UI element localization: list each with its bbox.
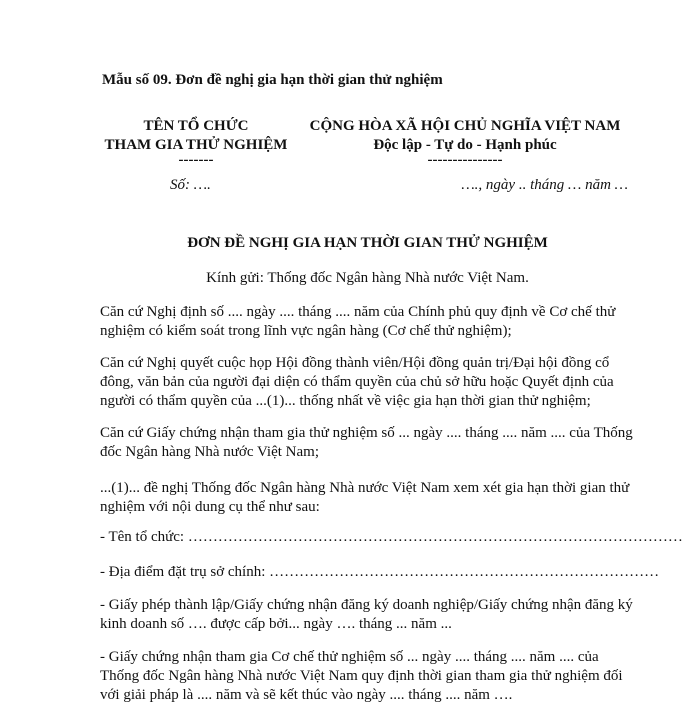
field-head-office: - Địa điểm đặt trụ sở chính: …………………………………………………………………… <box>100 564 660 580</box>
paragraph-legal-basis-certificate: Căn cứ Giấy chứng nhận tham gia thử nghiệm số ... ngày .... tháng .... năm .... của Thống đốc Ngân hàng Nhà nước Việt Nam; <box>100 425 633 460</box>
document-number: Số: …. <box>170 177 211 193</box>
organization-header <box>96 117 296 166</box>
field-license: - Giấy phép thành lập/Giấy chứng nhận đăng ký doanh nghiệp/Giấy chứng nhận đăng ký kinh doanh số …. được cấp bởi... ngày …. tháng ... năm ... <box>100 597 633 632</box>
organization-name-line2: THAM GIA THỬ NGHIỆM <box>104 137 288 153</box>
form-number-label: Mẫu số 09. Đơn đề nghị gia hạn thời gian thử nghiệm <box>102 72 443 88</box>
recipient-line: Kính gửi: Thống đốc Ngân hàng Nhà nước Việt Nam. <box>206 270 529 286</box>
national-name: CỘNG HÒA XÃ HỘI CHỦ NGHĨA VIỆT NAM <box>309 118 621 134</box>
document-date: …., ngày .. tháng … năm … <box>461 177 628 193</box>
paragraph-legal-basis-decree: Căn cứ Nghị định số .... ngày .... tháng .... năm của Chính phủ quy định về Cơ chế thử nghiệm có kiểm soát trong lĩnh vực ngân hàng (Cơ chế thử nghiệm); <box>100 304 616 339</box>
paragraph-request: ...(1)... đề nghị Thống đốc Ngân hàng Nhà nước Việt Nam xem xét gia hạn thời gian thử nghiệm với nội dung cụ thể như sau: <box>100 480 630 515</box>
paragraph-legal-basis-resolution: Căn cứ Nghị quyết cuộc họp Hội đồng thành viên/Hội đồng quản trị/Đại hội đồng cổ đông, văn bản của người đại diện có thẩm quyền của chủ sở hữu hoặc Quyết định của người có thẩm quyền của ...(1)... thống nhất về việc gia hạn thời gian thử nghiệm; <box>100 355 614 409</box>
organization-divider: ------- <box>178 152 214 168</box>
national-header <box>300 117 630 166</box>
field-organization-name: - Tên tổ chức: ……………………………………………………………………………………… <box>100 529 683 545</box>
national-divider: --------------- <box>427 152 503 168</box>
national-motto: Độc lập - Tự do - Hạnh phúc <box>373 137 557 153</box>
field-test-certificate: - Giấy chứng nhận tham gia Cơ chế thử nghiệm số ... ngày .... tháng .... năm .... của Thống đốc Ngân hàng Nhà nước Việt Nam quy định thời gian tham gia thử nghiệm đối với giải pháp là .... năm và sẽ kết thúc vào ngày .... tháng .... năm …. <box>100 649 623 703</box>
document-title: ĐƠN ĐỀ NGHỊ GIA HẠN THỜI GIAN THỬ NGHIỆM <box>187 235 548 251</box>
organization-name-line1: TÊN TỔ CHỨC <box>143 118 249 134</box>
